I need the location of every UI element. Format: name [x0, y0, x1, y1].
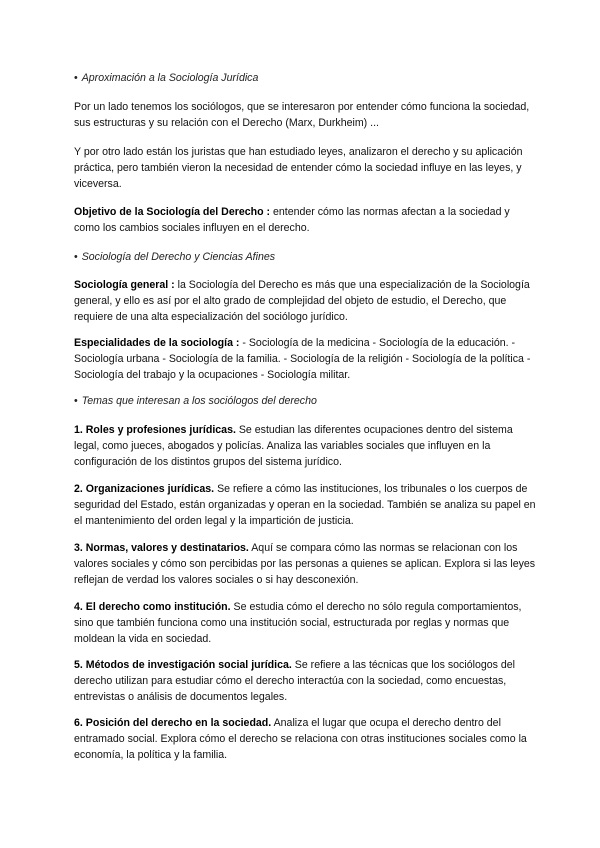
tema-item: [74, 422, 536, 471]
objetivo-text: entender cómo las normas afectan a la sociedad y como los cambios sociales influyen en el derecho.: [74, 206, 510, 235]
tema-text: Analiza el lugar que ocupa el derecho dentro del entramado social. Explora cómo el derecho se relaciona con otras instituciones sociales como la economía, la política y la familia.: [74, 717, 527, 762]
paragraph-especialidades: [74, 335, 536, 384]
section-heading-text: Aproximación a la Sociología Jurídica: [81, 72, 259, 84]
tema-item: [74, 715, 536, 764]
paragraph-sociologos: Por un lado tenemos los sociólogos, que se interesaron por entender cómo funciona la sociedad, sus estructuras y su relación con el Derecho (Marx, Durkheim) ...: [74, 101, 530, 130]
bullet-icon: •: [74, 395, 78, 407]
tema-text: Se estudia cómo el derecho no sólo regula comportamientos, sino que también funciona como una institución social, estructurada por reglas y normas que moldean la vida en sociedad.: [74, 601, 522, 646]
general-label: Sociología general :: [74, 279, 175, 291]
tema-text: Se refiere a cómo las instituciones, los tribunales o los cuerpos de seguridad del Estado, están organizadas y operan en la sociedad. También se analiza su papel en el mantenimiento del orden legal y la impartición de justicia.: [74, 483, 536, 528]
general-text: la Sociología del Derecho es más que una especialización de la Sociología general, y ello es así por el alto grado de complejidad del objeto de estudio, el Derecho, que requiere de una alta especialización del sociólogo jurídico.: [74, 279, 530, 324]
section-heading-temas: [74, 393, 536, 409]
tema-label: 4. El derecho como institución.: [74, 601, 231, 613]
tema-label: 3. Normas, valores y destinatarios.: [74, 542, 249, 554]
section-heading-text: Sociología del Derecho y Ciencias Afines: [81, 251, 276, 263]
objetivo-label: Objetivo de la Sociología del Derecho :: [74, 206, 271, 218]
especialidades-label: Especialidades de la sociología :: [74, 337, 240, 349]
section-heading-ciencias-afines: [74, 249, 536, 265]
paragraph-sociologia-general: [74, 277, 536, 326]
bullet-icon: •: [74, 251, 78, 263]
tema-item: [74, 599, 536, 648]
tema-label: 2. Organizaciones jurídicas.: [74, 483, 215, 495]
especialidades-text: - Sociología de la medicina - Sociología de la educación. - Sociología urbana - Sociología de la familia. - Sociología de la religión - Sociología de la política - Sociología del trabajo y la ocupaciones - Sociología militar.: [74, 337, 531, 382]
bullet-icon: •: [74, 72, 78, 84]
tema-label: 6. Posición del derecho en la sociedad.: [74, 717, 272, 729]
section-heading-aproximacion: [74, 70, 536, 86]
tema-item: [74, 481, 536, 530]
tema-label: 1. Roles y profesiones jurídicas.: [74, 424, 236, 436]
paragraph-objetivo: [74, 204, 536, 236]
tema-text: Se estudian las diferentes ocupaciones dentro del sistema legal, como jueces, abogados y policías. Analiza las variables sociales que influyen en la configuración de los distintos grupos del sistema jurídico.: [74, 424, 513, 469]
tema-item: [74, 657, 536, 706]
tema-text: Se refiere a las técnicas que los sociólogos del derecho utilizan para estudiar cómo el derecho interactúa con la sociedad, como encuestas, entrevistas o análisis de documentos legales.: [74, 659, 516, 704]
section-heading-text: Temas que interesan a los sociólogos del derecho: [81, 395, 317, 407]
tema-text: Aquí se compara cómo las normas se relacionan con los valores sociales y cómo son percibidas por las personas a quienes se aplican. Explora si las leyes reflejan de verdad los valores sociales o si hay desconexión.: [74, 542, 536, 587]
tema-label: 5. Métodos de investigación social jurídica.: [74, 659, 292, 671]
tema-item: [74, 540, 536, 589]
paragraph-juristas: Y por otro lado están los juristas que han estudiado leyes, analizaron el derecho y su aplicación práctica, pero también vieron la necesidad de entender cómo la sociedad influye en las leyes, y viceversa.: [74, 146, 523, 191]
